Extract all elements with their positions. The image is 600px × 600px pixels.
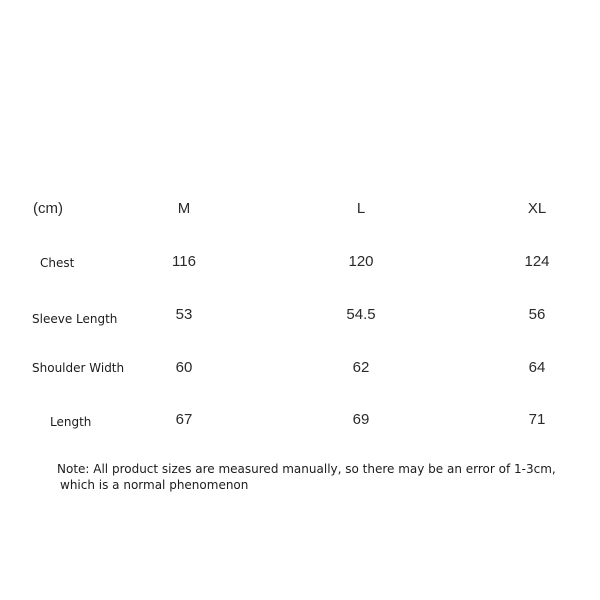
row-label-chest: Chest [40, 256, 75, 270]
note-line-2: which is a normal phenomenon [60, 478, 249, 492]
length-l-value: 69 [352, 411, 370, 428]
row-label-sleeve-length: Sleeve Length [32, 312, 118, 326]
size-header-xl: XL [527, 200, 547, 217]
size-header-m: M [177, 200, 191, 217]
sleeve-length-xl-value: 56 [528, 306, 546, 323]
shoulder-width-xl-value: 64 [528, 359, 546, 376]
shoulder-width-l-value: 62 [352, 359, 370, 376]
length-m-value: 67 [175, 411, 193, 428]
unit-label: (cm) [33, 200, 63, 217]
shoulder-width-m-value: 60 [175, 359, 193, 376]
sleeve-length-l-value: 54.5 [346, 306, 376, 323]
chest-l-value: 120 [348, 253, 374, 270]
chest-xl-value: 124 [524, 253, 550, 270]
row-label-length: Length [50, 415, 92, 429]
chest-m-value: 116 [172, 253, 196, 270]
size-header-l: L [356, 200, 366, 217]
row-label-shoulder-width: Shoulder Width [32, 361, 125, 375]
measurement-note [57, 461, 556, 493]
note-line-1: Note: All product sizes are measured manually, so there may be an error of 1-3cm, [57, 462, 556, 476]
length-xl-value: 71 [528, 411, 546, 428]
sleeve-length-m-value: 53 [175, 306, 193, 323]
